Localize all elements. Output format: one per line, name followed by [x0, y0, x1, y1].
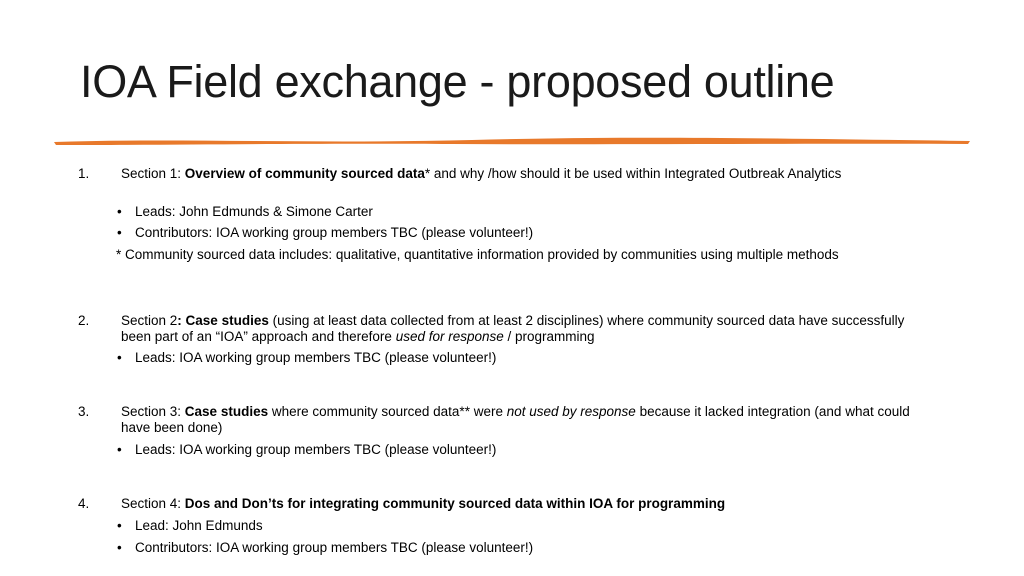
section-1-footnote: * Community sourced data includes: qualitative, quantitative information provided by communities using multiple methods	[116, 247, 839, 262]
section-4-heading: Section 4: Dos and Don’ts for integrating community sourced data within IOA for programming	[121, 496, 726, 511]
section-3-number: 3.	[78, 404, 90, 419]
section-1-bold: Overview of community sourced data	[184, 166, 425, 181]
section-1-bullet-2: • Contributors: IOA working group members TBC (please volunteer!)	[117, 225, 534, 240]
section-1-number: 1.	[78, 166, 90, 181]
section-3-heading: Section 3: Case studies where community sourced data** were not used by response because it lacked integration (and what could have been done)	[121, 404, 910, 435]
section-1-bullet-1: • Leads: John Edmunds & Simone Carter	[117, 204, 373, 219]
section-4-number: 4.	[78, 496, 90, 511]
section-3-bullet-1: • Leads: IOA working group members TBC (please volunteer!)	[117, 442, 497, 457]
slide-title: IOA Field exchange - proposed outline	[80, 56, 835, 107]
section-2-number: 2.	[78, 313, 90, 328]
section-4-bullet-1: • Lead: John Edmunds	[117, 518, 263, 533]
section-4-bullet-2: • Contributors: IOA working group members TBC (please volunteer!)	[117, 540, 534, 555]
section-2-heading: Section 2: Case studies (using at least data collected from at least 2 disciplines) where community sourced data have successfully been part of an “IOA” approach and therefore used for response / programming	[121, 313, 905, 344]
section-1-heading: Section 1: Overview of community sourced data* and why /how should it be used within Integrated Outbreak Analytics	[121, 166, 842, 181]
section-2-bullet-1: • Leads: IOA working group members TBC (please volunteer!)	[117, 350, 497, 365]
